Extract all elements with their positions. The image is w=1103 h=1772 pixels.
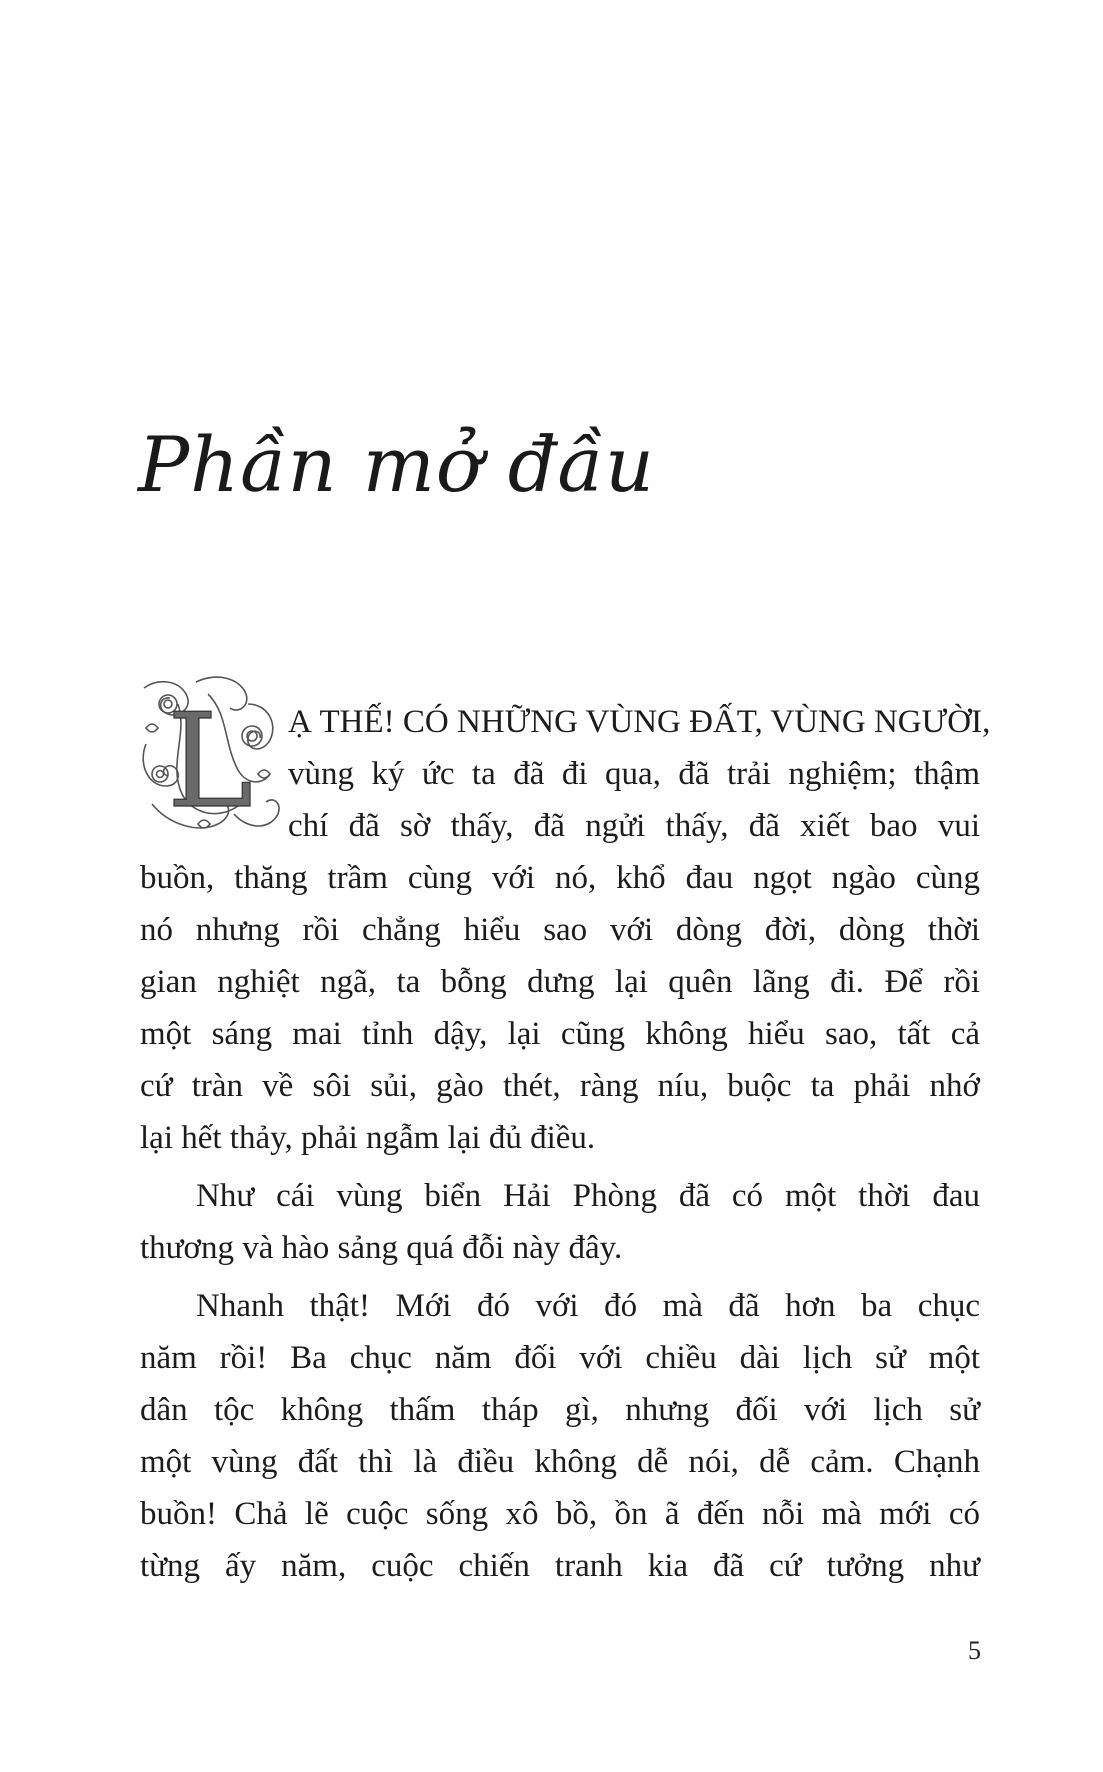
text-line: Như cái vùng biển Hải Phòng đã có một thời đau — [196, 1178, 980, 1214]
text-line: Ạ THẾ! CÓ NHỮNG VÙNG ĐẤT, VÙNG NGƯỜI, — [288, 704, 991, 740]
text-line: năm rồi! Ba chục năm đối với chiều dài lịch sử một — [140, 1340, 980, 1376]
text-line: một sáng mai tỉnh dậy, lại cũng không hiểu sao, tất cả — [140, 1016, 980, 1052]
text-line: cứ tràn về sôi sủi, gào thét, ràng níu, buộc ta phải nhớ — [140, 1068, 980, 1104]
paragraph-1-continued — [140, 852, 980, 1164]
text-line: Nhanh thật! Mới đó với đó mà đã hơn ba chục — [196, 1288, 980, 1324]
text-line: chí đã sờ thấy, đã ngửi thấy, đã xiết bao vui — [288, 808, 980, 844]
text-line: buồn! Chả lẽ cuộc sống xô bồ, ồn ã đến nỗi mà mới có — [140, 1496, 980, 1532]
chapter-title: Phần mở đầu — [138, 420, 655, 509]
paragraph-3 — [140, 1280, 980, 1592]
text-line: một vùng đất thì là điều không dễ nói, dễ cảm. Chạnh — [140, 1444, 980, 1480]
text-line: vùng ký ức ta đã đi qua, đã trải nghiệm; thậm — [288, 756, 980, 792]
text-line: buồn, thăng trầm cùng với nó, khổ đau ngọt ngào cùng — [140, 860, 980, 896]
paragraph-2 — [140, 1170, 980, 1274]
paragraph-1 — [140, 696, 991, 852]
text-line: thương và hào sảng quá đỗi này đây. — [140, 1230, 623, 1266]
text-line: gian nghiệt ngã, ta bỗng dưng lại quên lãng đi. Để rồi — [140, 964, 980, 1000]
page-number: 5 — [968, 1636, 981, 1665]
body-text — [140, 696, 991, 1592]
text-line: từng ấy năm, cuộc chiến tranh kia đã cứ tưởng như — [140, 1548, 980, 1584]
text-line: nó nhưng rồi chẳng hiểu sao với dòng đời, dòng thời — [140, 912, 980, 948]
text-line: dân tộc không thấm tháp gì, nhưng đối với lịch sử — [140, 1392, 980, 1428]
text-line: lại hết thảy, phải ngẫm lại đủ điều. — [140, 1120, 596, 1156]
dropcap-letter: L — [166, 685, 254, 837]
